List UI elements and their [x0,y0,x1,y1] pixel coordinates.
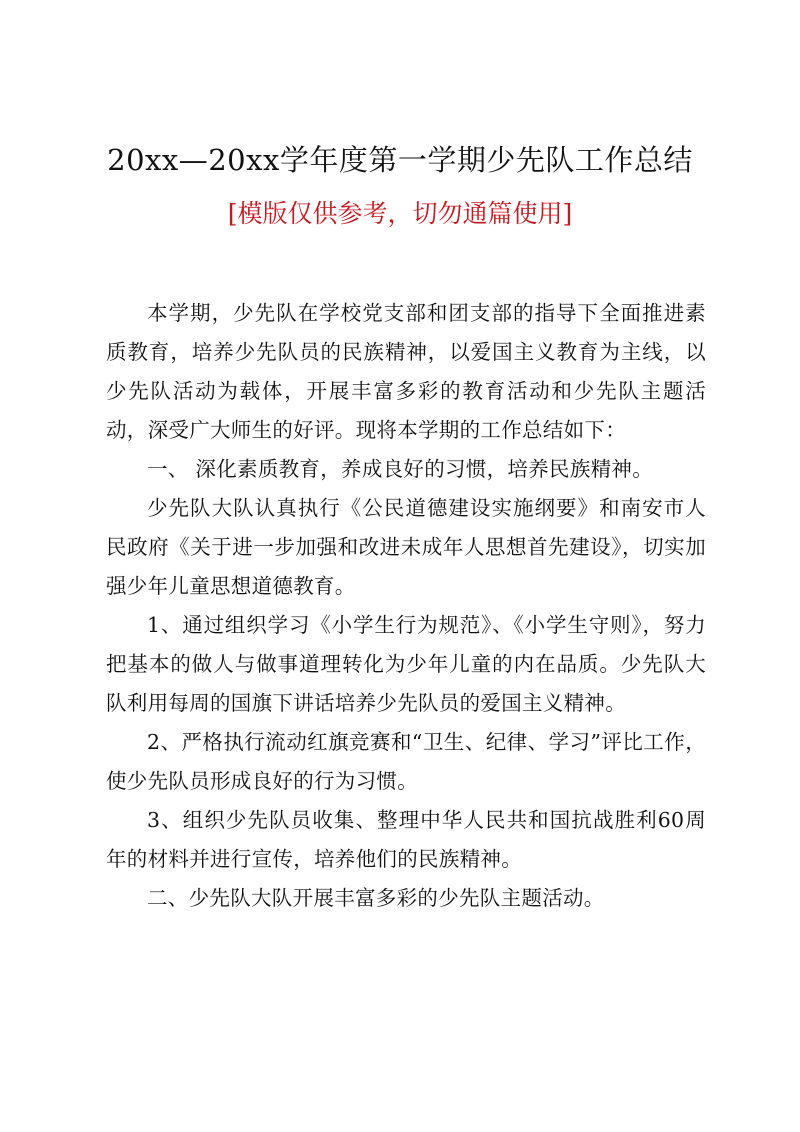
section-heading-1: 一、 深化素质教育，养成良好的习惯，培养民族精神。 [147,457,654,481]
section-heading-2: 二、少先队大队开展丰富多彩的少先队主题活动。 [147,886,605,910]
document-body [106,294,706,918]
list-item-1: 1、通过组织学习《小学生行为规范》、《小学生守则》，努力把基本的做人与做事道理转化为少年儿童的内在品质。少先队大队利用每周的国旗下讲话培养少先队员的爱国主义精神。 [106,613,706,715]
list-item-3: 3、组织少先队员收集、整理中华人民共和国抗战胜利60周年的材料并进行宣传，培养他们的民族精神。 [106,808,706,871]
body-paragraph: 少先队大队认真执行《公民道德建设实施纲要》和南安市人民政府《关于进一步加强和改进未成年人思想首先建设》，切实加强少年儿童思想道德教育。 [106,496,706,598]
intro-paragraph: 本学期，少先队在学校党支部和团支部的指导下全面推进素质教育，培养少先队员的民族精神，以爱国主义教育为主线，以少先队活动为载体，开展丰富多彩的教育活动和少先队主题活动，深受广大师生的好评。现将本学期的工作总结如下： [106,301,706,442]
list-item-2: 2、严格执行流动红旗竞赛和“卫生、纪律、学习”评比工作，使少先队员形成良好的行为习惯。 [106,730,706,793]
template-notice: [模版仅供参考，切勿通篇使用] [227,199,573,228]
document-title: 20xx—20xx学年度第一学期少先队工作总结 [107,143,693,177]
